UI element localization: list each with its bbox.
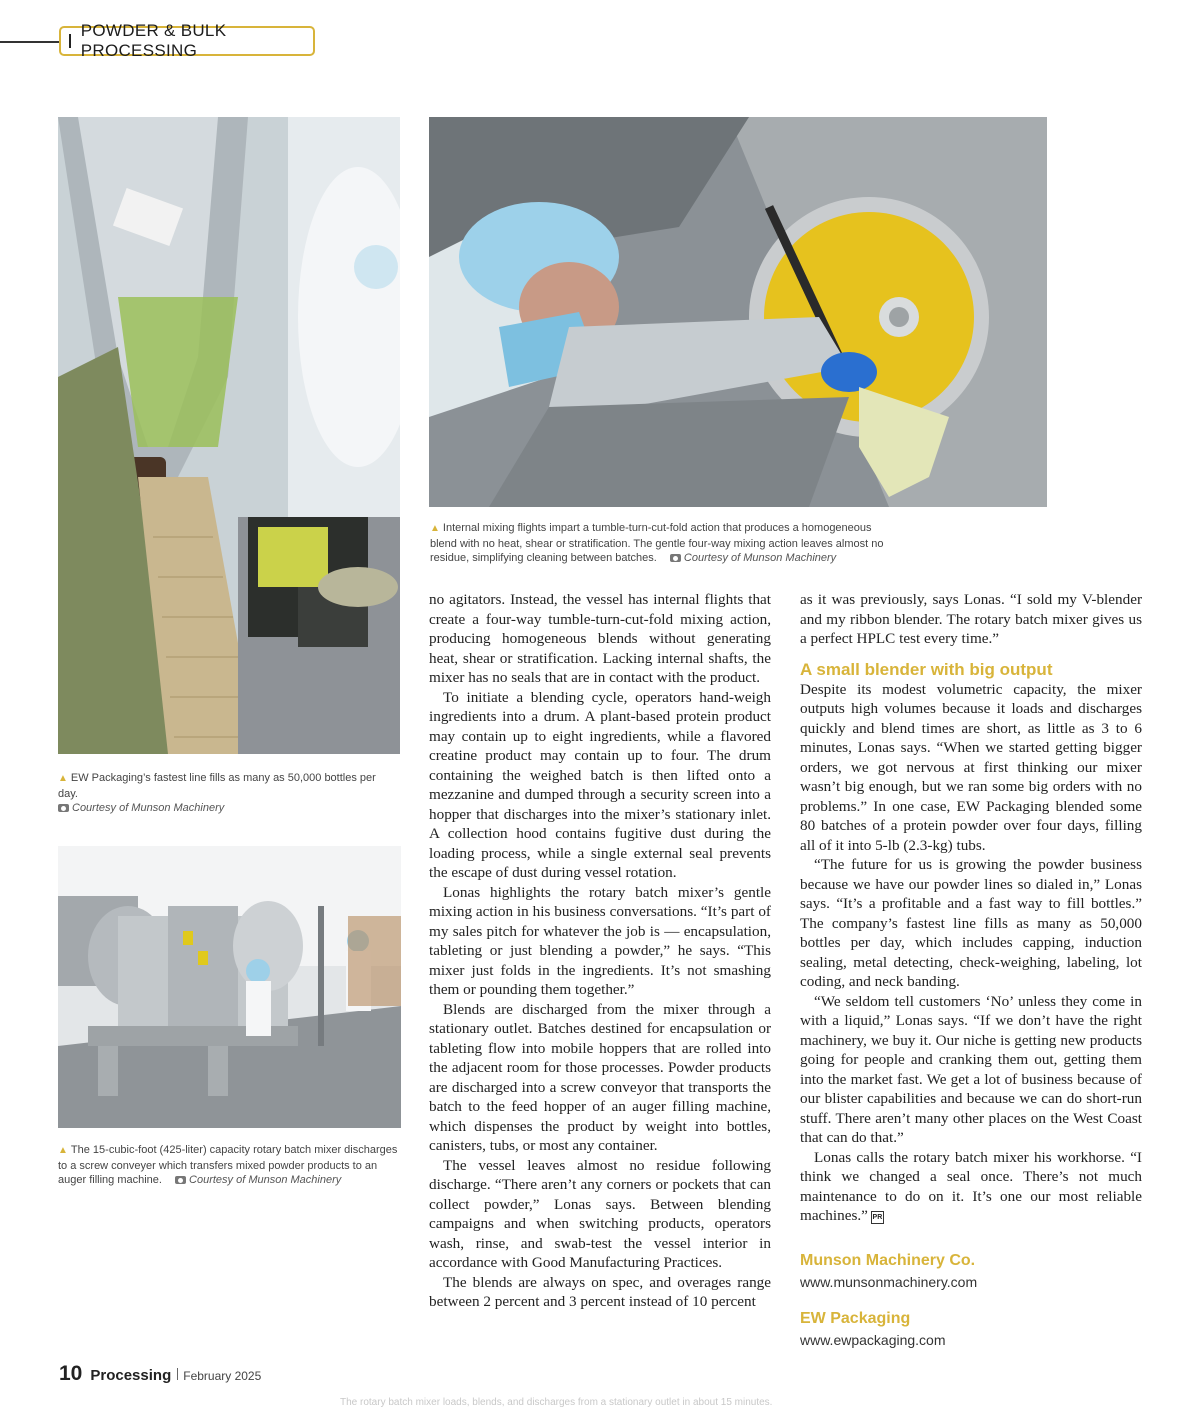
end-mark-icon: PR	[871, 1211, 884, 1224]
filler-illustration	[58, 117, 400, 754]
page-footer	[59, 1362, 261, 1386]
paragraph-text: Lonas calls the rotary batch mixer his workhorse. “I think we changed a seal once. There’s not much maintenance to do on it. It’s one our most reliable machines.”	[800, 1148, 1142, 1224]
caption-text: Internal mixing flights impart a tumble-turn-cut-fold action that produces a homogeneous blend with no heat, shear or stratification. The gentle four-way mixing action leaves almost no residue, simplifying cleaning between batches.	[430, 522, 884, 564]
paragraph: The blends are always on spec, and overages range between 2 percent and 3 percent instead of 10 percent	[429, 1273, 771, 1310]
issue-date: February 2025	[183, 1369, 262, 1383]
paragraph: To initiate a blending cycle, operators hand-weigh ingredients into a drum. A plant-based protein product may contain up to eight ingredients, while a flavored creatine product may contain up to four. The drum containing the weighed batch is then lifted onto a mezzanine and dumped through a security screen into a hopper that discharges into the mixer’s stationary inlet. A collection hood contains fugitive dust during the loading process, while a single external seal prevents the escape of dust during vessel rotation.	[429, 688, 771, 881]
camera-icon	[670, 554, 681, 562]
worker-photo	[429, 117, 1047, 507]
paragraph: “The future for us is growing the powder business because we have our powder lines so dialed in,” Lonas says. “It’s a profitable and a fast way to fill bottles.” The company’s fastest line fills as many as 50,000 bottles per day, which includes capping, induction sealing, metal detecting, check-weighing, labeling, lot coding, and neck banding.	[800, 856, 1142, 990]
article-column-1	[429, 590, 771, 1312]
magazine-name: Processing	[90, 1367, 172, 1384]
caption-triangle-icon: ▲	[58, 1145, 68, 1156]
filler-photo	[58, 117, 400, 754]
caption-text: EW Packaging’s fastest line fills as many as 50,000 bottles per day.	[58, 772, 376, 800]
mixer-photo	[58, 846, 401, 1128]
bleed-through-text: The rotary batch mixer loads, blends, and discharges from a stationary outlet in about 15 minutes.	[340, 1397, 773, 1408]
paragraph: Blends are discharged from the mixer through a stationary outlet. Batches destined for encapsulation or tableting flow into mobile hoppers that are rolled into the adjacent room for those processes. Powder products are discharged into a screw conveyor that transports the batch to the feed hopper of an auger filling machine, which dispenses the product by weight into bottles, canisters, tubs, or most any container.	[429, 1000, 771, 1154]
footer-divider	[177, 1368, 178, 1380]
section-tag-bar	[69, 34, 71, 48]
paragraph	[800, 1148, 1142, 1226]
caption-triangle-icon: ▲	[430, 523, 440, 534]
paragraph: Lonas highlights the rotary batch mixer’s gentle mixing action in his business conversations. “It’s part of my sales pitch for whatever the job is — encapsulation, tableting or just blending a powder,” he says. “This mixer just folds in the ingredients. It’s not smashing them or pounding them together.”	[429, 883, 771, 998]
photo-credit: Courtesy of Munson Machinery	[72, 802, 225, 814]
company-url[interactable]: www.ewpackaging.com	[800, 1332, 946, 1348]
paragraph: no agitators. Instead, the vessel has internal flights that create a four-way tumble-turn-cut-fold mixing action, producing homogeneous blends without generating heat, shear or stratification. Lacking internal shafts, the mixer has no seals that are in contact with the product.	[429, 591, 771, 686]
camera-icon	[175, 1176, 186, 1184]
paragraph: as it was previously, says Lonas. “I sold my V-blender and my ribbon blender. The rotary batch mixer gives us a perfect HPLC test every time.”	[800, 591, 1142, 647]
camera-icon	[58, 804, 69, 812]
page-number: 10	[59, 1362, 83, 1385]
mixer-caption	[58, 1143, 398, 1188]
section-title: POWDER & BULK PROCESSING	[80, 21, 227, 60]
company-ewpackaging	[800, 1310, 946, 1348]
paragraph: Despite its modest volumetric capacity, the mixer outputs high volumes because it loads and discharges quickly and blend times are short, as little as 3 to 6 minutes, Lonas says. “When we started getting bigger orders, we got nervous at first thinking our mixer wasn’t big enough, but we ran some big orders with no problems.” In one case, EW Packaging blended some 80 batches of a protein powder over four days, filling all of it into 5-lb (2.3-kg) tubs.	[800, 680, 1142, 854]
section-tag	[59, 21, 315, 60]
mixer-illustration	[58, 846, 401, 1128]
article-column-2	[800, 590, 1142, 1226]
caption-triangle-icon: ▲	[58, 773, 68, 784]
worker-caption	[430, 521, 900, 566]
paragraph: The vessel leaves almost no residue following discharge. “There aren’t any corners or pockets that can collect powder,” Lonas says. Between blending campaigns and when switching products, operators wash, rinse, and swab-test the vessel interior in accordance with Good Manufacturing Practices.	[429, 1156, 771, 1271]
company-munson	[800, 1252, 977, 1290]
filler-caption	[58, 771, 398, 816]
photo-credit: Courtesy of Munson Machinery	[683, 552, 837, 564]
photo-credit: Courtesy of Munson Machinery	[189, 1174, 342, 1186]
worker-illustration	[429, 117, 1047, 507]
paragraph: “We seldom tell customers ‘No’ unless they come in with a liquid,” Lonas says. “If we don’t have the right machinery, we buy it. Our niche is getting new products going for people and cranking them out, getting them into the market fast. We get a lot of business because of our blister capabilities and because we can do short-run stuff. There aren’t many other places on the West Coast that can do that.”	[800, 992, 1142, 1146]
company-name: EW Packaging	[800, 1310, 911, 1327]
company-url[interactable]: www.munsonmachinery.com	[800, 1274, 978, 1290]
subhead: A small blender with big output	[800, 659, 1053, 679]
header-rule	[0, 41, 60, 43]
caption-text: The 15-cubic-foot (425-liter) capacity rotary batch mixer discharges to a screw conveyer which transfers mixed powder products to an auger filling machine.	[58, 1144, 398, 1186]
company-name: Munson Machinery Co.	[800, 1252, 976, 1269]
